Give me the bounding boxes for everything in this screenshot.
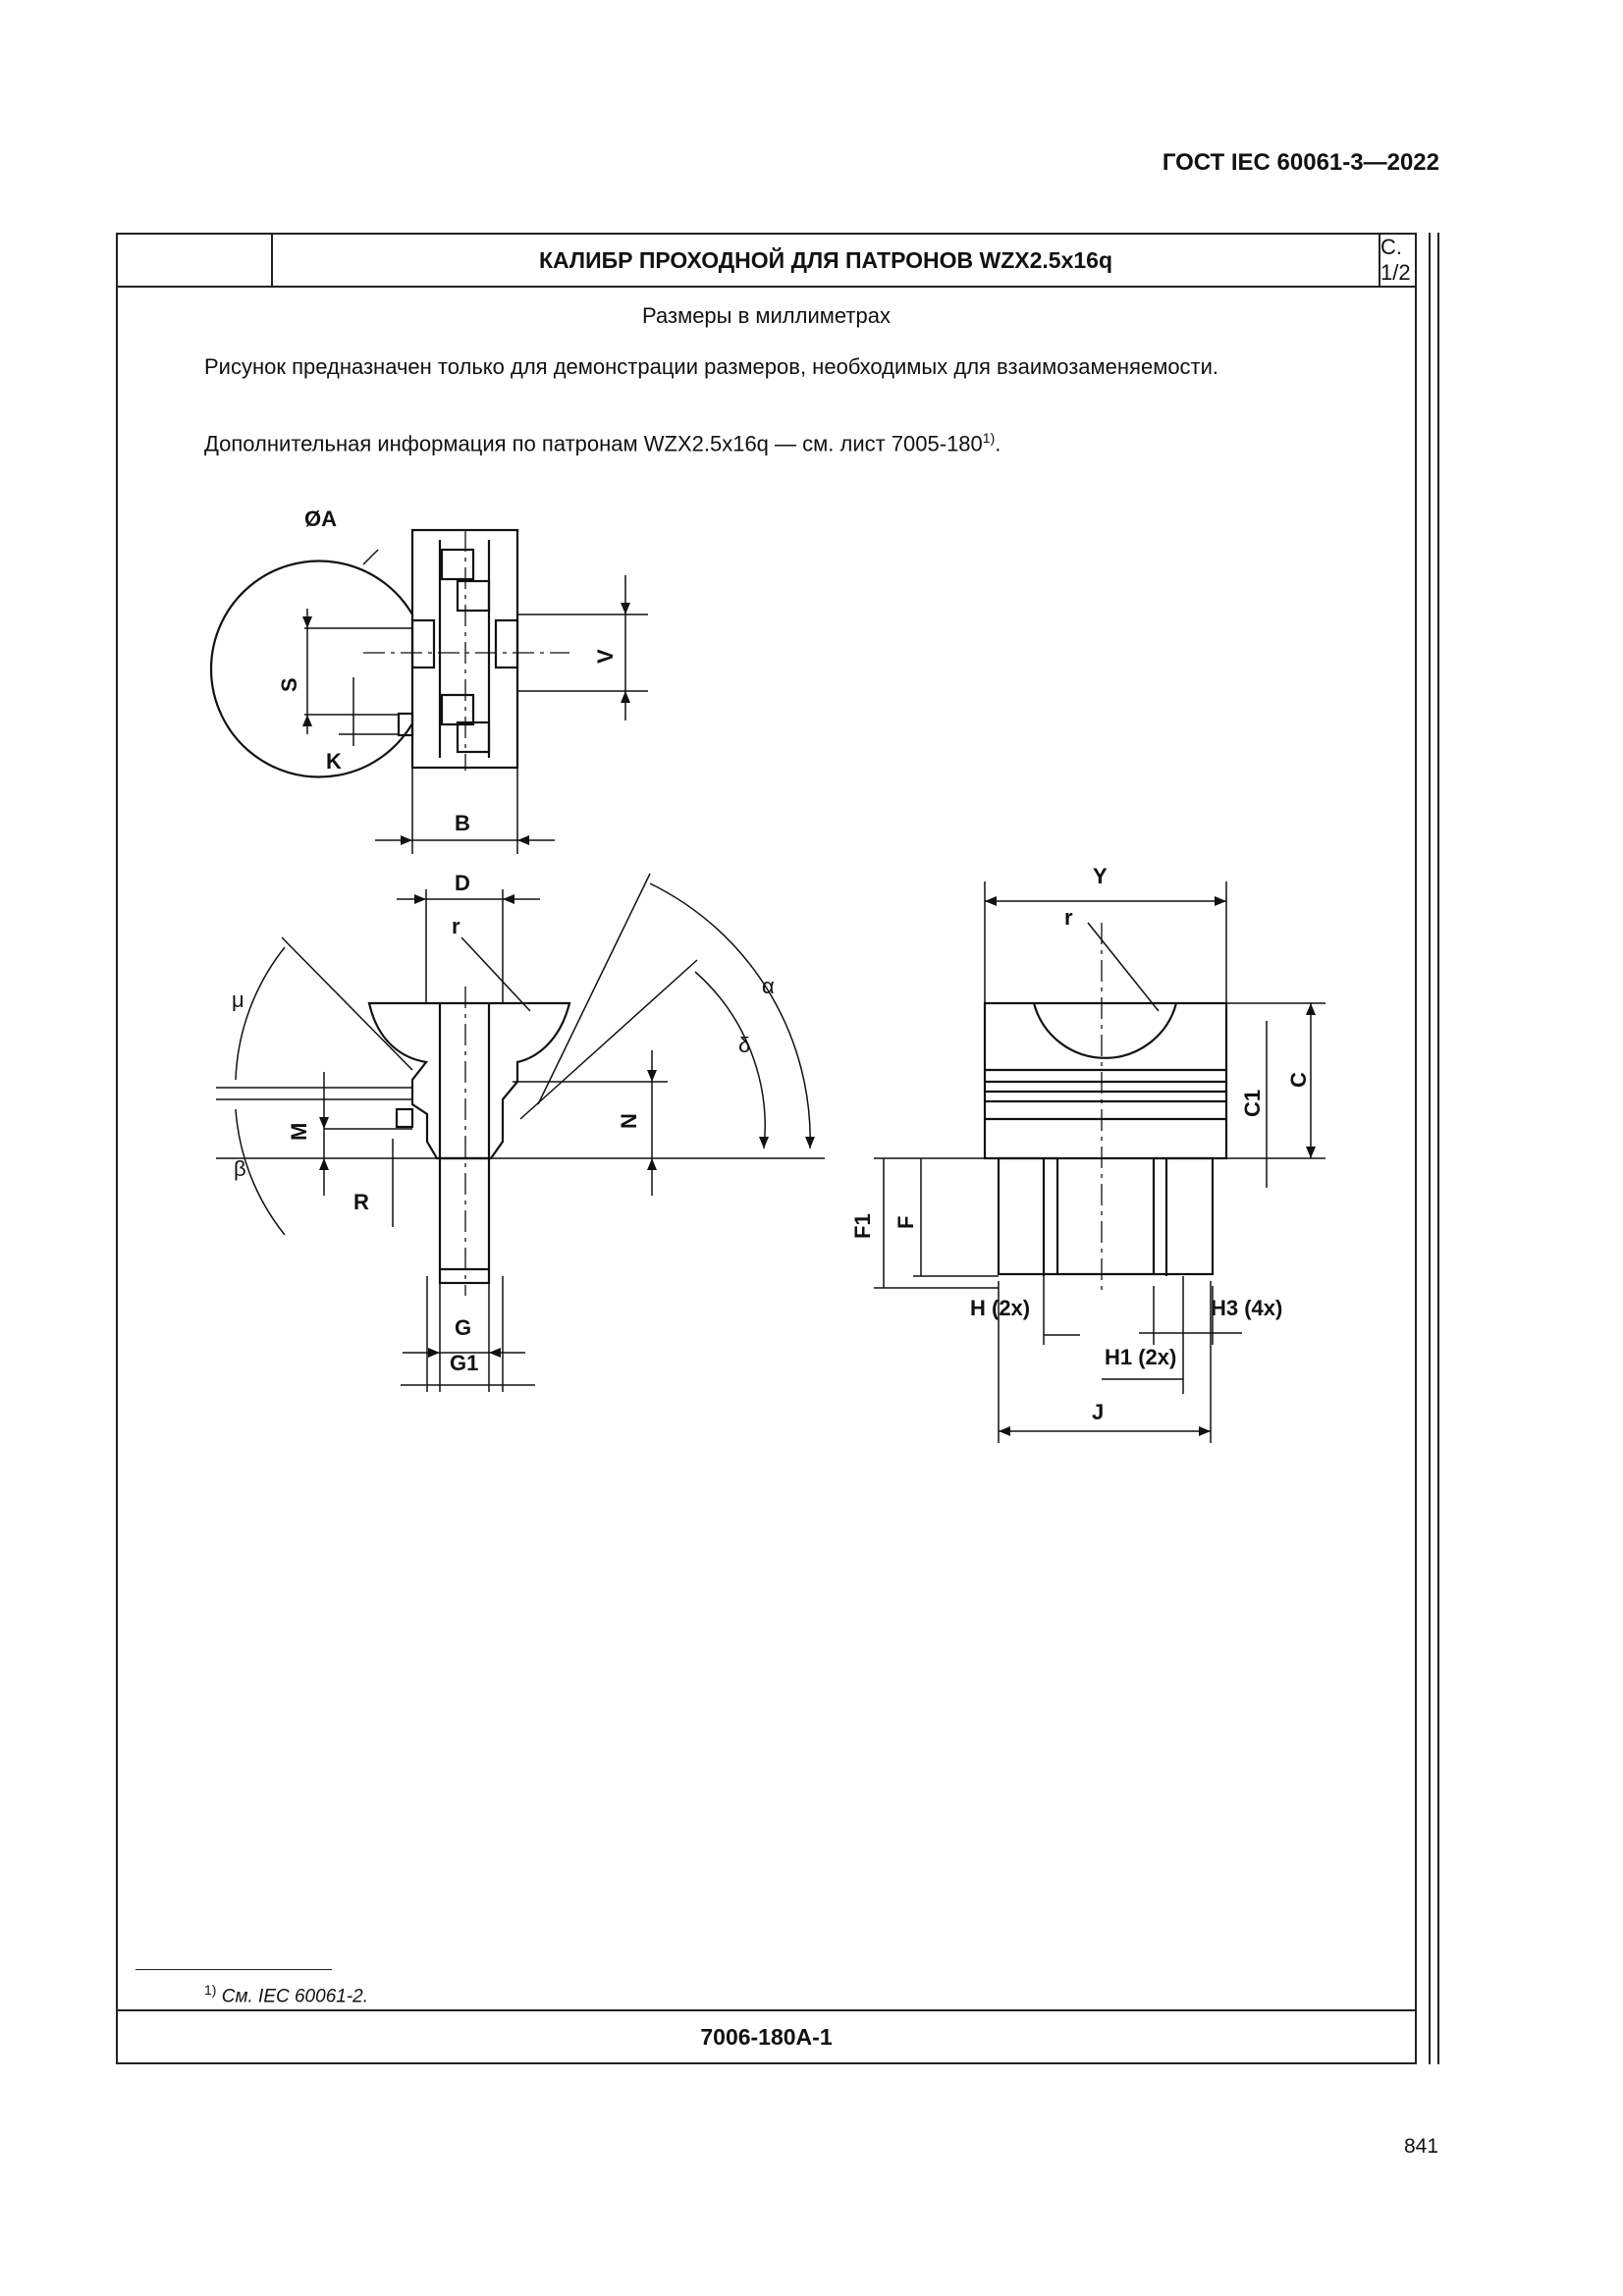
footnote-text: См. IEC 60061-2. (221, 1986, 368, 2007)
label-s: S (277, 677, 301, 692)
label-g: G (455, 1315, 472, 1340)
units-note: Размеры в миллиметрах (642, 303, 891, 328)
label-v: V (593, 649, 618, 664)
label-k: K (326, 749, 342, 774)
label-delta: δ (738, 1033, 751, 1057)
top-view (211, 530, 569, 777)
sheet-footer: 7006-180A-1 (118, 2009, 1415, 2062)
sheet-number: С. 1/2 (1380, 235, 1411, 285)
label-h1-2x: H1 (2x) (1105, 1345, 1177, 1369)
side-view-outline (369, 1003, 569, 1158)
label-m: M (287, 1122, 311, 1141)
sheet-title: КАЛИБР ПРОХОДНОЙ ДЛЯ ПАТРОНОВ WZX2.5x16q (273, 235, 1380, 286)
label-mu: μ (232, 988, 244, 1012)
reference-footnote-marker: 1) (982, 430, 996, 446)
label-r-cap: R (353, 1190, 369, 1214)
page-number: 841 (1404, 2135, 1439, 2158)
label-c1: C1 (1240, 1089, 1265, 1117)
standard-code: ГОСТ IEC 60061-3—2022 (1162, 149, 1439, 176)
top-view-dimensions (304, 550, 648, 854)
reference-text: Дополнительная информация по патронам WZX2.5x16q — см. лист 7005-180 (204, 431, 983, 456)
label-r-left: r (452, 914, 460, 938)
top-view-outline (211, 561, 412, 777)
label-beta: β (234, 1156, 246, 1181)
label-c: C (1286, 1072, 1311, 1088)
label-d: D (455, 871, 470, 895)
reference-end: . (995, 431, 1001, 456)
label-alpha: α (762, 974, 775, 998)
footnote-marker: 1) (204, 1982, 217, 1998)
label-y: Y (1093, 864, 1108, 888)
label-r-right: r (1064, 905, 1073, 930)
label-f: F (893, 1215, 918, 1229)
label-g1: G1 (450, 1351, 479, 1375)
dimension-arrowheads (302, 603, 1316, 1436)
front-view-dimensions (874, 881, 1325, 1443)
side-view-pin (440, 1158, 489, 1283)
label-phi-a: ØA (304, 507, 337, 531)
label-n: N (617, 1113, 641, 1129)
front-view-recess (1034, 1003, 1176, 1058)
label-b: B (455, 811, 470, 835)
label-j: J (1092, 1400, 1105, 1424)
label-f1: F1 (850, 1213, 875, 1239)
front-view (985, 923, 1226, 1296)
intro-paragraph: Рисунок предназначен только для демонстрации размеров, необходимых для взаимозаменяемости. (204, 354, 1219, 379)
label-h3-4x: H3 (4x) (1211, 1296, 1283, 1320)
side-view (369, 987, 569, 1296)
dimension-labels (232, 507, 1311, 1424)
label-h-2x: H (2x) (970, 1296, 1031, 1320)
